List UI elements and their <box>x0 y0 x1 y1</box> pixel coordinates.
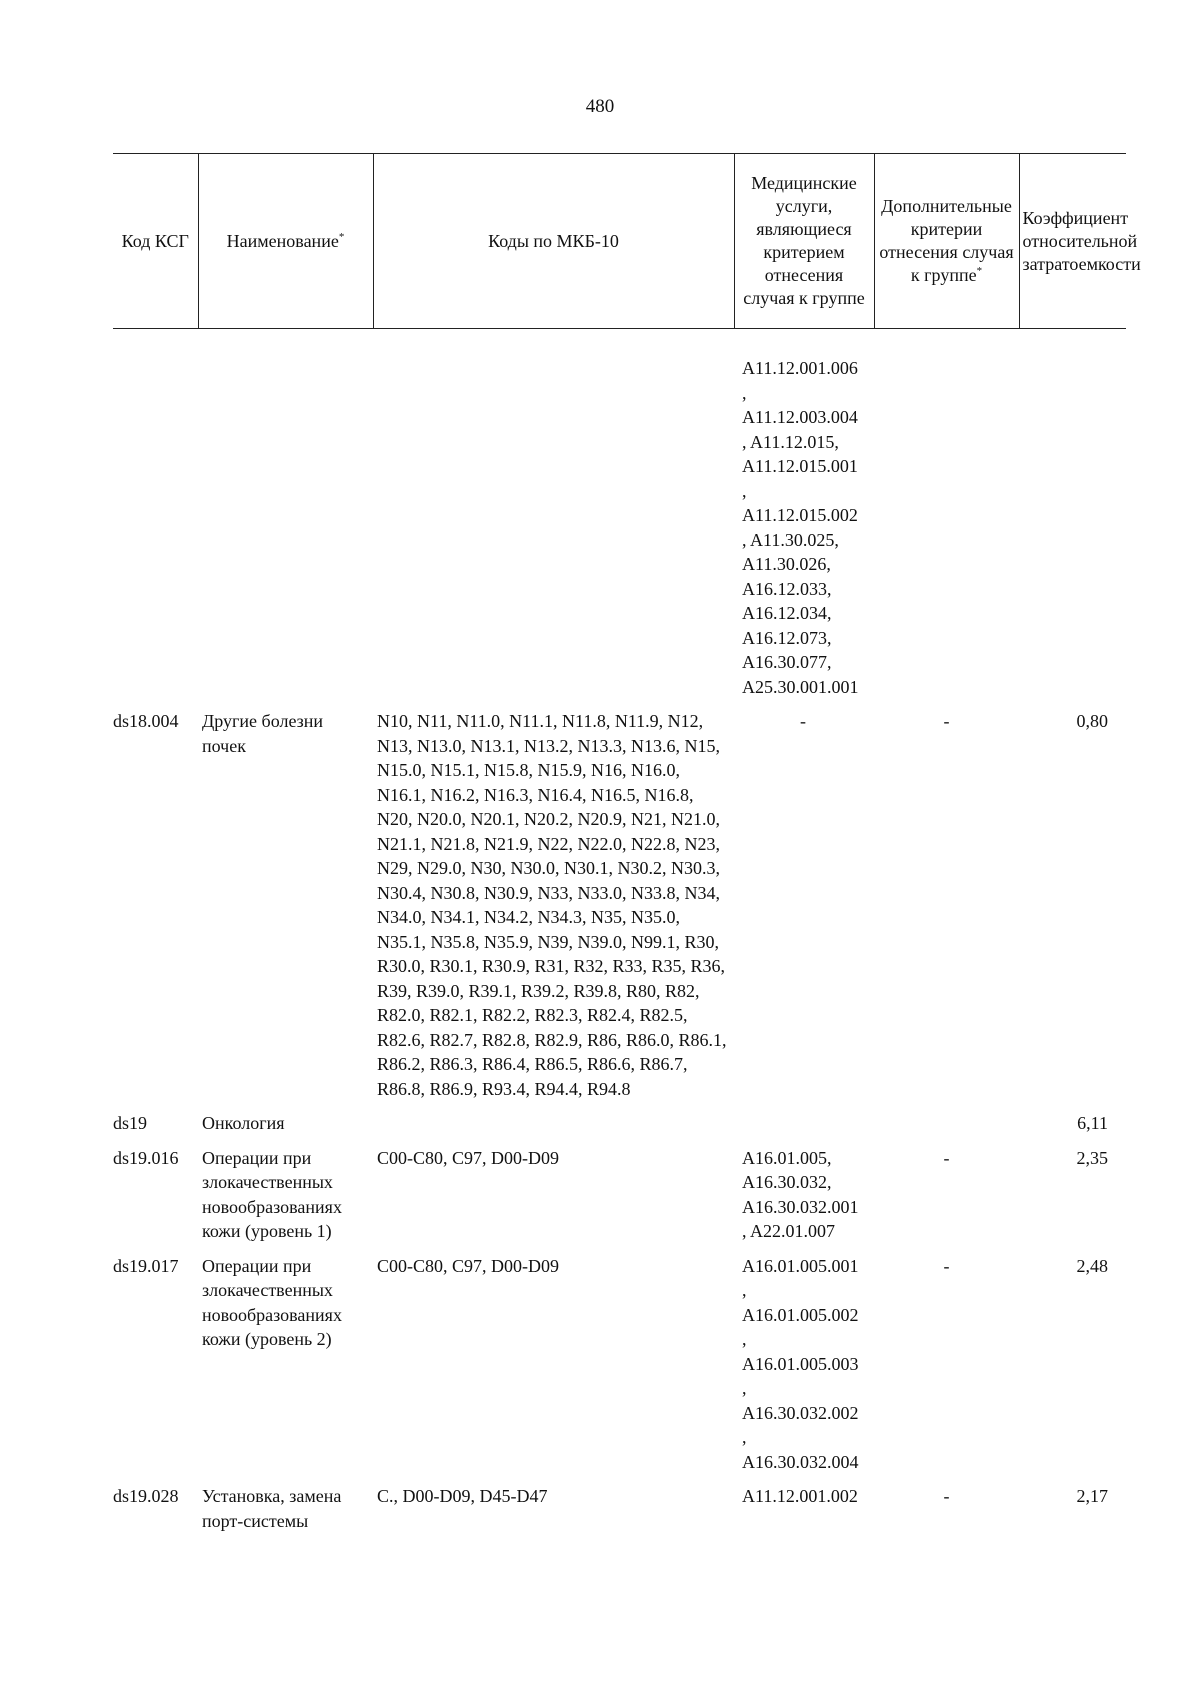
header-code-label: Код КСГ <box>121 230 189 251</box>
header-extra-mark: * <box>976 265 983 277</box>
header-services-label: Медицинские услуги, являющиеся критерием отнесения случая к группе <box>743 173 865 308</box>
row-coef: 0,80 <box>1076 711 1108 731</box>
row-extra: - <box>943 1147 950 1168</box>
header-coef <box>1019 154 1141 329</box>
header-coef-label: Коэффициент относительной затратоемкости <box>1022 207 1141 274</box>
row-services: A11.12.001.002 <box>742 1486 858 1506</box>
row-extra <box>874 329 1019 700</box>
header-extra-label: Дополнительные критерии отнесения случая к группе <box>879 196 1014 285</box>
table-row <box>113 1101 1126 1136</box>
row-coef: 2,17 <box>1076 1486 1108 1506</box>
table-row <box>113 1244 1126 1475</box>
ksg-table <box>113 153 1141 1533</box>
table-row <box>113 699 1126 1101</box>
row-mkb: C., D00-D09, D45-D47 <box>377 1486 548 1506</box>
row-name: Другие болезни почек <box>202 711 324 756</box>
row-code: ds19.016 <box>113 1147 179 1168</box>
row-extra: - <box>943 711 950 731</box>
row-extra <box>874 1101 1019 1136</box>
row-extra: - <box>943 1486 950 1506</box>
row-coef: 2,35 <box>1076 1147 1108 1168</box>
row-code: ds19 <box>113 1113 148 1133</box>
row-code <box>113 329 198 700</box>
row-name: Онкология <box>202 1113 285 1133</box>
page-number: 480 <box>585 96 615 117</box>
row-code: ds18.004 <box>113 711 179 731</box>
header-name-label: Наименование <box>226 230 339 251</box>
row-mkb: C00-C80, C97, D00-D09 <box>377 1255 560 1276</box>
header-extra <box>874 154 1019 329</box>
row-services: A16.01.005.001 , A16.01.005.002 , A16.01.005.003 , A16.30.032.002 , A16.30.032.004 <box>742 1255 859 1472</box>
header-name-mark: * <box>338 230 345 243</box>
row-mkb: N10, N11, N11.0, N11.1, N11.8, N11.9, N12, N13, N13.0, N13.1, N13.2, N13.3, N13.6, N15, N15.0, N15.1, N15.8, N15.9, N16, N16.0, N16.1, N16.2, N16.3, N16.4, N16.5, N16.8, N20, N20.0, N20.1, N20.2, N20.9, N21, N21.0, N21.1, N21.8, N21.9, N22, N22.0, N22.8, N23, N29, N29.0, N30, N30.0, N30.1, N30.2, N30.3, N30.4, N30.8, N30.9, N33, N33.0, N33.8, N34, N34.0, N34.1, N34.2, N34.3, N35, N35.0, N35.1, N35.8, N35.9, N39, N39.0, N99.1, R30, R30.0, R30.1, R30.9, R31, R32, R33, R35, R36, R39, R39.0, R39.1, R39.2, R39.8, R80, R82, R82.0, R82.1, R82.2, R82.3, R82.4, R82.5, R82.6, R82.7, R82.8, R82.9, R86, R86.0, R86.1, R86.2, R86.3, R86.4, R86.5, R86.6, R86.7, R86.8, R86.9, R93.4, R94.4, R94.8 <box>377 711 727 1099</box>
row-name <box>198 329 373 700</box>
row-services <box>734 1101 874 1136</box>
row-mkb: C00-C80, C97, D00-D09 <box>377 1147 560 1168</box>
header-services <box>734 154 874 329</box>
table-body <box>113 329 1126 1534</box>
table-header <box>113 154 1141 329</box>
header-code <box>113 154 198 329</box>
table-row <box>113 329 1126 700</box>
row-code: ds19.028 <box>113 1486 179 1506</box>
row-name: Операции при злокачественных новообразованиях кожи (уровень 2) <box>202 1255 342 1349</box>
row-coef: 6,11 <box>1077 1113 1108 1133</box>
row-services: A11.12.001.006 , A11.12.003.004 , A11.12.015, A11.12.015.001 , A11.12.015.002 , A11.30.025, A11.30.026, A16.12.033, A16.12.034, A16.12.073, A16.30.077, A25.30.001.001 <box>742 358 859 697</box>
table-row <box>113 1474 1126 1533</box>
header-name <box>198 154 373 329</box>
table-row <box>113 1136 1126 1244</box>
row-mkb <box>373 329 734 700</box>
row-coef: 2,48 <box>1076 1255 1108 1276</box>
header-mkb-label: Коды по МКБ-10 <box>488 230 619 251</box>
row-code: ds19.017 <box>113 1255 179 1276</box>
row-name: Установка, замена порт-системы <box>202 1486 342 1531</box>
row-mkb <box>373 1101 734 1136</box>
row-services: A16.01.005, A16.30.032, A16.30.032.001 , A22.01.007 <box>742 1147 859 1241</box>
row-name: Операции при злокачественных новообразованиях кожи (уровень 1) <box>202 1147 342 1241</box>
header-mkb <box>373 154 734 329</box>
row-coef <box>1019 329 1126 700</box>
row-services: - <box>800 711 806 731</box>
row-extra: - <box>943 1255 950 1276</box>
